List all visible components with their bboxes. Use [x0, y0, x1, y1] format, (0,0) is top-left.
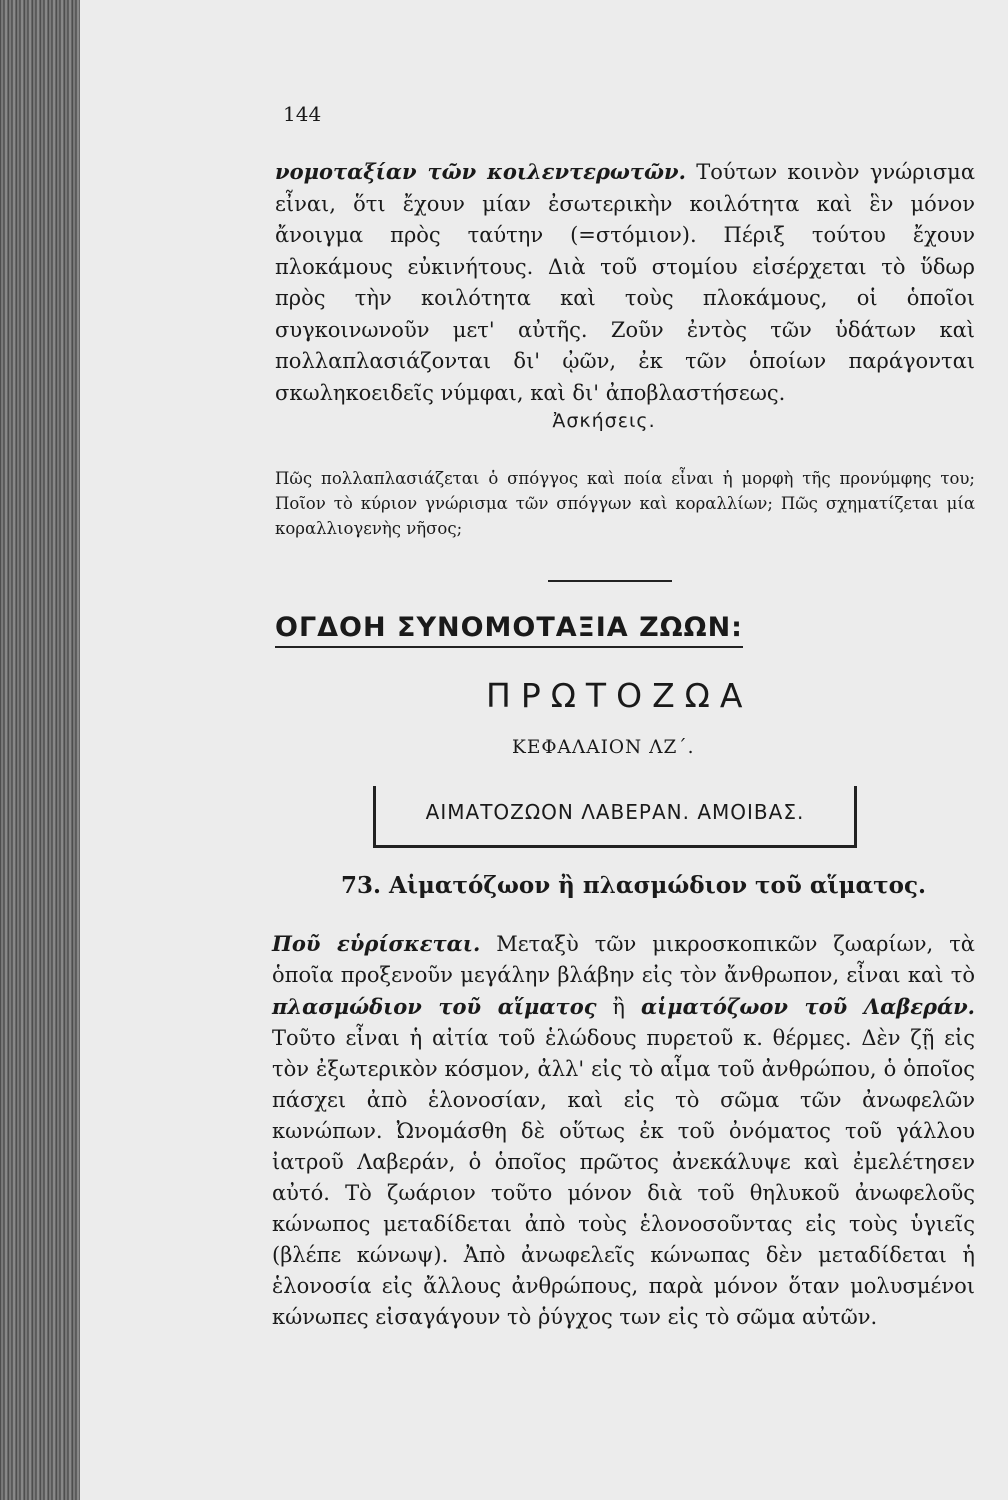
paragraph-text: ἢ	[596, 995, 641, 1019]
phylum-title: ΟΓΔΟΗ ΣΥΝΟΜΟΤΑΞΙΑ ΖΩΩΝ:	[275, 612, 743, 648]
paragraph-coelenterates	[275, 156, 975, 409]
emphasis-term: αἱματόζωον τοῦ Λαβεράν.	[640, 994, 975, 1019]
chapter-topics: ΑΙΜΑΤΟΖΩΟΝ ΛΑΒΕΡΑΝ. ΑΜΟΙΒΑΣ.	[425, 800, 805, 824]
protozoa-title: ΠΡΩΤΟΖΩΑ	[486, 676, 753, 715]
paragraph-text: Τούτων κοινὸν γνώρισμα εἶναι, ὅτι ἔχουν μίαν ἐσωτερικὴν κοιλότητα καὶ ἓν μόνον ἄνοιγμα πρὸς ταύτην (=στόμιον). Πέριξ τούτου ἔχουν πλοκάμους εὐκινήτους. Διὰ τοῦ στομίου εἰσέρχεται τὸ ὕδωρ πρὸς τὴν κοιλότητα καὶ τοὺς πλοκάμους, οἱ ὁποῖοι συγκοινωνοῦν μετ' αὐτῆς. Ζοῦν ἐντὸς τῶν ὑδάτων καὶ πολλαπλασιάζονται δι' ᾠῶν, ἐκ τῶν ὁποίων παράγονται σκωληκοειδεῖς νύμφαι, καὶ δι' ἀποβλαστήσεως.	[275, 160, 976, 405]
chapter-topics-box	[373, 786, 857, 848]
chapter-heading: ΚΕΦΑΛΑΙΟΝ ΛΖ΄.	[512, 737, 695, 758]
exercise-questions: Πῶς πολλαπλασιάζεται ὁ σπόγγος καὶ ποία εἶναι ἡ μορφὴ τῆς προνύμφης του; Ποῖον τὸ κύριον γνώρισμα τῶν σπόγγων καὶ κοραλλίων; Πῶς σχηματίζεται μία κοραλλιογενὴς νῆσος;	[275, 469, 975, 538]
page-number: 144	[283, 102, 322, 126]
paragraph-lead: Ποῦ εὑρίσκεται.	[272, 931, 481, 956]
section-title: 73. Αἱματόζωον ἢ πλασμώδιον τοῦ αἵματος.	[341, 872, 927, 899]
book-spine-edge	[0, 0, 92, 1500]
paragraph-text: Μεταξὺ τῶν μικροσκοπικῶν ζωαρίων, τὰ ὁποῖα προξενοῦν μεγάλην βλάβην εἰς τὸν ἄνθρωπον, εἶναι καὶ τὸ	[272, 932, 975, 987]
exercises-heading: Ἀσκήσεις.	[552, 410, 656, 432]
section-divider	[548, 580, 672, 582]
paragraph-plasmodium	[272, 928, 975, 1333]
paragraph-text: Τοῦτο εἶναι ἡ αἰτία τοῦ ἑλώδους πυρετοῦ κ. θέρμες. Δὲν ζῇ εἰς τὸν ἐξωτερικὸν κόσμον, ἀλλ' εἰς τὸ αἷμα τοῦ ἀνθρώπου, ὁ ὁποῖος πάσχει ἀπὸ ἑλονοσίαν, καὶ εἰς τὸ σῶμα τῶν ἀνωφελῶν κωνώπων. Ὠνομάσθη δὲ οὕτως ἐκ τοῦ ὀνόματος τοῦ γάλλου ἰατροῦ Λαβεράν, ὁ ὁποῖος πρῶτος ἀνεκάλυψε καὶ ἐμελέτησεν αὐτό. Τὸ ζωάριον τοῦτο μόνον διὰ τοῦ θηλυκοῦ ἀνωφελοῦς κώνωπος μεταδίδεται ἀπὸ τοὺς ἑλονοσοῦντας εἰς τοὺς ὑγιεῖς (βλέπε κώνωψ). Ἀπὸ ἀνωφελεῖς κώνωπας δὲν μεταδίδεται ἡ ἑλονοσία εἰς ἄλλους ἀνθρώπους, παρὰ μόνον ὅταν μολυσμένοι κώνωπες εἰσαγάγουν τὸ ῥύγχος των εἰς τὸ σῶμα αὐτῶν.	[272, 1026, 975, 1329]
paragraph-lead: νομοταξίαν τῶν κοιλεντερωτῶν.	[275, 159, 686, 184]
emphasis-term: πλασμώδιον τοῦ αἵματος	[272, 994, 597, 1019]
